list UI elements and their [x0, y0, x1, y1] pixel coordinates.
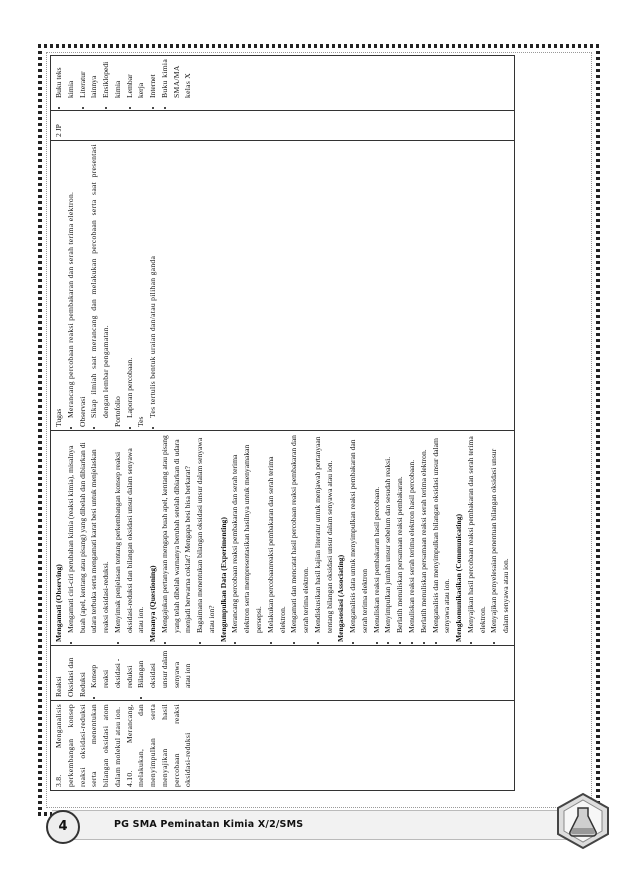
- list-item: • Buku kimia SMA/MA kelas X: [159, 59, 194, 98]
- kegiatan-cell: [51, 431, 515, 646]
- list-item: • Menuliskan reaksi serah terima elektron hasil percobaan.: [406, 434, 418, 633]
- list-item: • Literatur lainnya: [77, 59, 101, 98]
- list-mengamati: [65, 434, 147, 642]
- list-item: • Mengamati ciri-ciri perubahan kimia (reaksi kimia), misalnya buah (apel, kentang atau pisang) yang dibelah dan dibiarkan di udara terbuka serta mengamati karat besi untuk menjelaskan reaksi oksidasi-reduksi.: [65, 434, 112, 633]
- list-mengasosiasi: [347, 434, 453, 642]
- heading-tugas: Tugas: [54, 408, 63, 427]
- list-item: • Berlatih menuliskan persamaan reaksi pembakaran.: [394, 434, 406, 633]
- list-item: • Mengamati dan mencatat hasil percobaan reaksi pembakaran dan serah terima elektron.: [288, 434, 312, 633]
- heading-menanya: Menanya (Questioning): [148, 565, 158, 642]
- kd-2: 4.10. Merancang, melakukan, dan menyimpulkan serta menyajikan hasil percobaan reaksi oksidasi-reduksi: [124, 704, 193, 787]
- list-item: • Ensiklopedi kimia: [100, 59, 124, 98]
- footer-title: PG SMA Peminatan Kimia X/2/SMS: [114, 819, 304, 830]
- list-item: • Lembar kerja: [124, 59, 148, 98]
- list-item: • Buku teks kimia: [53, 59, 77, 98]
- heading-observasi: Observasi: [77, 396, 87, 427]
- list-item: • Mengajukan pertanyaan mengapa buah apel, kentang atau pisang yang telah dibelah warnanya berubah setelah dibiarkan di udara menjadi berwarna coklat? Mengapa besi bisa berkarat?: [159, 434, 194, 633]
- list-sumber: [53, 59, 194, 107]
- heading-mengkomunikasikan: Mengkomunikasikan (Communicating): [454, 513, 464, 642]
- list-portofolio: [124, 144, 136, 427]
- kompetensi-dasar-cell: [51, 701, 515, 791]
- list-item: • Menganalisis data untuk menyimpulkan reaksi pembakaran dan serah terima elektron: [347, 434, 371, 633]
- list-item: • Menyimpulkan jumlah unsur sebelum dan sesudah reaksi.: [382, 434, 394, 633]
- penilaian-cell: [51, 141, 515, 431]
- rotated-table-area: [50, 56, 511, 791]
- list-item: • Bagaimana menentukan bilangan oksidasi unsur dalam senyawa atau ion?: [194, 434, 218, 633]
- list-item: • Bilangan oksidasi unsur dalam senyawa atau ion: [135, 649, 194, 688]
- list-item: • Menyimak penjelasan tentang perkembangan konsep reaksi oksidasi-reduksi dan bilangan oksidasi unsur dalam senyawa atau ion.: [112, 434, 147, 633]
- heading-mengamati: Mengamati (Observing): [54, 564, 63, 642]
- list-item: • Laporan percobaan.: [124, 144, 136, 418]
- list-mengkomunikasikan: [465, 434, 512, 642]
- waktu-value: 2 JP: [54, 124, 63, 137]
- list-item: • Konsep reaksi oksidasi - reduksi: [88, 649, 135, 688]
- list-menanya: [159, 434, 218, 642]
- list-item: • Merancang percobaan reaksi pembakaran dan serah terima elektron.: [65, 144, 77, 418]
- list-mengumpulkan: [229, 434, 335, 642]
- list-item: • Menyajikan hasil percobaan reaksi pembakaran dan serah terima elektron.: [465, 434, 489, 633]
- materi-title: Reaksi Oksidasi dan Reduksi: [54, 657, 87, 697]
- heading-mengumpulkan: Mengumpulkan Data (Experimenting): [218, 517, 228, 642]
- materi-list: [88, 649, 194, 697]
- list-item: • Berlatih menuliskan persamaan reaksi serah terima elektron.: [418, 434, 430, 633]
- sumber-cell: [51, 56, 515, 111]
- list-item: • Sikap ilmiah saat merancang dan melakukan percobaan serta saat presentasi dengan lembar pengamatan.: [88, 144, 112, 418]
- list-item: • Menganalisis dan menyimpulkan bilangan oksidasi unsur dalam senyawa atau ion.: [430, 434, 454, 633]
- table-row: [51, 56, 515, 791]
- alokasi-waktu-cell: [51, 111, 515, 141]
- flask-emblem-icon: [554, 792, 612, 850]
- page-footer: [34, 806, 594, 844]
- list-item: • Tes tertulis bentuk uraian dan/atau pilihan ganda: [147, 144, 159, 418]
- list-observasi: [88, 144, 112, 427]
- list-item: • Mendiskusikan hasil kajian literatur untuk menjawab pertanyaan tentang bilangan oksidasi unsur dalam senyawa atau ion.: [312, 434, 336, 633]
- heading-portofolio: Portofolio: [112, 396, 122, 427]
- list-item: • Internet: [147, 59, 159, 98]
- materi-cell: [51, 646, 515, 701]
- list-item: • Menyajikan penyelesaian penentuan bilangan oksidasi unsur dalam senyawa atau ion.: [488, 434, 512, 633]
- rotated-table-container: [50, 56, 511, 791]
- list-item: • Merancang percobaan reaksi pembakaran dan serah terima elektron serta mempresentasikan hasilnya untuk menyamakan persepsi.: [229, 434, 264, 633]
- list-tes: [147, 144, 159, 427]
- list-item: • Menuliskan reaksi pembakaran hasil percobaan.: [371, 434, 383, 633]
- list-item: • Melakukan percobaanreaksi pembakaran dan serah terima elektron.: [265, 434, 289, 633]
- kd-1: 3.8. Menganalisis perkembangan konsep reaksi oksidasi-reduksi serta menentukan bilangan oksidasi atom dalam molekul atau ion.: [54, 704, 122, 787]
- syllabus-table: [50, 55, 515, 791]
- heading-tes: Tes: [136, 416, 146, 427]
- page-number: 4: [46, 810, 80, 844]
- list-tugas: [65, 144, 77, 427]
- heading-mengasosiasi: Mengasosiasi (Associating): [336, 554, 346, 642]
